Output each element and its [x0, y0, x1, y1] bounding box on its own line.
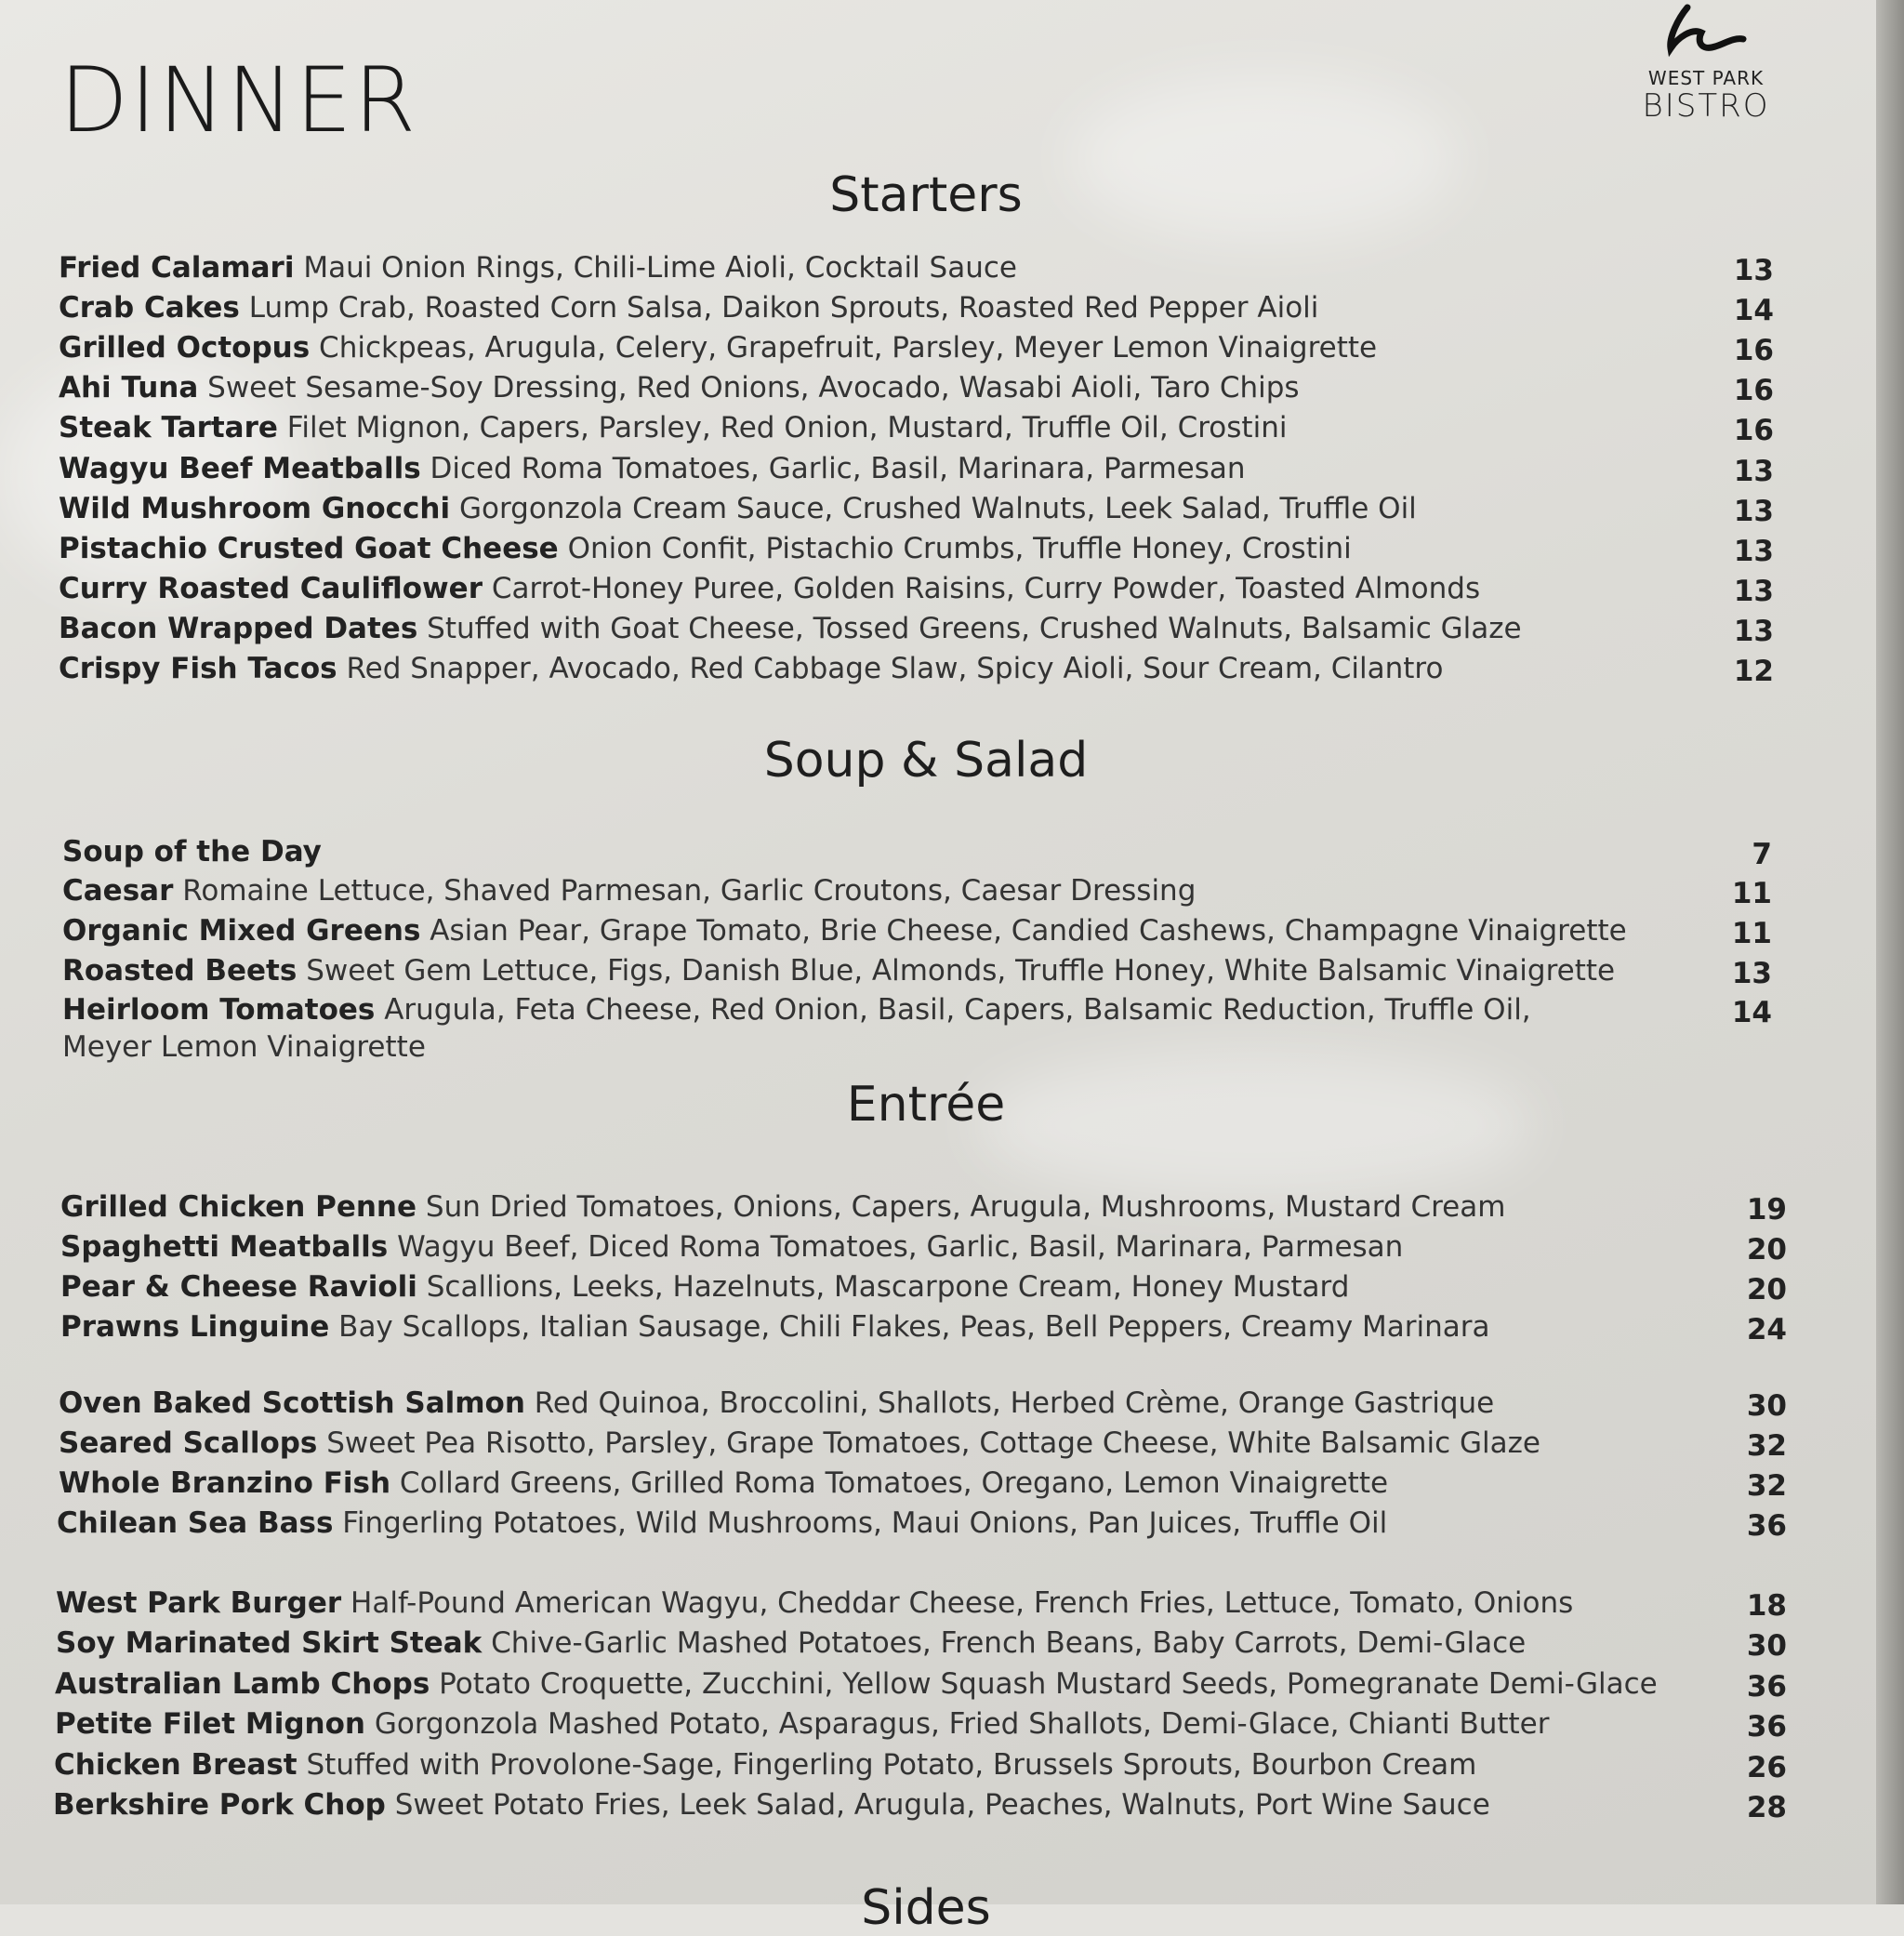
menu-item-price: 14 [1731, 996, 1772, 1029]
menu-item-name: Crab Cakes [59, 291, 240, 325]
menu-item-description: Sweet Pea Risotto, Parsley, Grape Tomatoes, Cottage Cheese, White Balsamic Glaze [326, 1426, 1540, 1460]
menu-item-price: 36 [1746, 1670, 1787, 1704]
paper-edge [1876, 0, 1904, 1904]
menu-item-name: Spaghetti Meatballs [60, 1230, 389, 1264]
menu-item-description: Half-Pound American Wagyu, Cheddar Cheese, French Fries, Lettuce, Tomato, Onions [350, 1586, 1574, 1620]
menu-item-description: Carrot-Honey Puree, Golden Raisins, Curry Powder, Toasted Almonds [491, 572, 1481, 605]
menu-item-description: Potato Croquette, Zucchini, Yellow Squash Mustard Seeds, Pomegranate Demi-Glace [439, 1667, 1658, 1701]
menu-item-name: Australian Lamb Chops [55, 1667, 430, 1701]
menu-item-description: Sun Dried Tomatoes, Onions, Capers, Arugula, Mushrooms, Mustard Cream [425, 1190, 1506, 1224]
menu-item-name: Roasted Beets [62, 954, 298, 988]
menu-item [54, 1746, 1476, 1784]
section-heading-sides: Sides [861, 1880, 991, 1936]
menu-item-description: Filet Mignon, Capers, Parsley, Red Onion, Mustard, Truffle Oil, Crostini [286, 411, 1288, 444]
menu-item-name: Seared Scallops [59, 1426, 318, 1460]
menu-item-description: Stuffed with Provolone-Sage, Fingerling Potato, Brussels Sprouts, Bourbon Cream [306, 1748, 1477, 1782]
menu-item-price: 30 [1746, 1629, 1787, 1663]
menu-item-name: Petite Filet Mignon [55, 1707, 365, 1741]
menu-item-name: Wagyu Beef Meatballs [59, 452, 421, 485]
menu-item [62, 952, 1615, 989]
menu-item [55, 1665, 1658, 1703]
menu-item-name: Pistachio Crusted Goat Cheese [59, 532, 559, 565]
section-heading: Soup & Salad [763, 733, 1089, 789]
menu-item [59, 450, 1246, 487]
menu-item [59, 650, 1443, 687]
menu-item-name: Chicken Breast [54, 1748, 298, 1782]
restaurant-logo [1622, 0, 1790, 139]
menu-item-description: Collard Greens, Grilled Roma Tomatoes, Oregano, Lemon Vinaigrette [399, 1466, 1389, 1500]
menu-item-price: 16 [1733, 374, 1774, 407]
menu-item-name: Organic Mixed Greens [62, 914, 421, 948]
section-heading: Starters [829, 167, 1023, 223]
menu-item-name: Crispy Fish Tacos [59, 652, 337, 685]
menu-item-name: Whole Branzino Fish [59, 1466, 391, 1500]
menu-item [55, 1705, 1550, 1743]
menu-item-price: 30 [1746, 1389, 1787, 1423]
menu-item-price: 18 [1746, 1589, 1787, 1623]
menu-item [59, 530, 1352, 567]
menu-item-price: 28 [1746, 1791, 1787, 1824]
menu-item-description: Sweet Potato Fries, Leek Salad, Arugula, Peaches, Walnuts, Port Wine Sauce [394, 1788, 1490, 1822]
menu-item-name: Soy Marinated Skirt Steak [56, 1626, 483, 1660]
menu-item-price: 7 [1752, 838, 1772, 871]
menu-item-description: Lump Crab, Roasted Corn Salsa, Daikon Sprouts, Roasted Red Pepper Aioli [248, 291, 1319, 325]
menu-item-description: Red Snapper, Avocado, Red Cabbage Slaw, Spicy Aioli, Sour Cream, Cilantro [346, 652, 1444, 685]
menu-item-price: 20 [1746, 1273, 1787, 1306]
menu-item [59, 249, 1017, 286]
menu-item [56, 1585, 1573, 1622]
menu-item [59, 490, 1417, 527]
menu-item-price: 13 [1733, 575, 1774, 608]
menu-item [62, 912, 1627, 949]
menu-item-price: 13 [1733, 254, 1774, 287]
menu-item-description: Stuffed with Goat Cheese, Tossed Greens, Crushed Walnuts, Balsamic Glaze [427, 612, 1522, 645]
menu-item-price: 13 [1733, 455, 1774, 488]
menu-item [59, 1385, 1494, 1422]
menu-item-price: 16 [1733, 414, 1774, 447]
menu-item-description: Chive-Garlic Mashed Potatoes, French Beans, Baby Carrots, Demi-Glace [491, 1626, 1527, 1660]
menu-item-price: 32 [1746, 1469, 1787, 1503]
menu-item-description: Gorgonzola Mashed Potato, Asparagus, Fried Shallots, Demi-Glace, Chianti Butter [374, 1707, 1550, 1741]
menu-item-price: 16 [1733, 334, 1774, 367]
menu-item-price: 11 [1731, 917, 1772, 950]
menu-item-description: Fingerling Potatoes, Wild Mushrooms, Maui Onions, Pan Juices, Truffle Oil [342, 1506, 1388, 1540]
menu-item [62, 872, 1196, 909]
menu-item-description-continued: Meyer Lemon Vinaigrette [62, 1030, 426, 1064]
menu-item [59, 329, 1377, 366]
menu-item-price: 13 [1733, 535, 1774, 568]
menu-item-name: Ahi Tuna [59, 371, 199, 404]
menu-item-description: Maui Onion Rings, Chili-Lime Aioli, Cocktail Sauce [303, 251, 1017, 285]
menu-item-price: 20 [1746, 1233, 1787, 1266]
menu-item [60, 1228, 1403, 1266]
menu-item-price: 36 [1746, 1509, 1787, 1543]
menu-item-description: Bay Scallops, Italian Sausage, Chili Flakes, Peas, Bell Peppers, Creamy Marinara [338, 1310, 1490, 1344]
menu-item-name: Prawns Linguine [60, 1310, 330, 1344]
section-heading: Entrée [846, 1077, 1006, 1133]
menu-item-name: Oven Baked Scottish Salmon [59, 1386, 525, 1420]
logo-mark-icon [1650, 0, 1762, 65]
logo-text-top: WEST PARK [1647, 67, 1765, 89]
menu-item-price: 36 [1746, 1710, 1787, 1744]
menu-item-name: Chilean Sea Bass [57, 1506, 334, 1540]
menu-item [57, 1505, 1387, 1542]
menu-item-description: Chickpeas, Arugula, Celery, Grapefruit, Parsley, Meyer Lemon Vinaigrette [319, 331, 1378, 365]
menu-item [60, 1268, 1349, 1306]
menu-item [59, 1465, 1388, 1502]
logo-text-bottom: BISTRO [1642, 87, 1770, 125]
menu-item [62, 991, 1531, 1028]
menu-item-name: Fried Calamari [59, 251, 295, 285]
menu-item-name: Berkshire Pork Chop [53, 1788, 386, 1822]
menu-item [59, 369, 1300, 406]
menu-item-price: 26 [1746, 1751, 1787, 1784]
menu-item-price: 13 [1733, 495, 1774, 528]
menu-item [59, 409, 1287, 446]
menu-item [59, 570, 1480, 607]
menu-item-price: 14 [1733, 294, 1774, 327]
menu-item-name: Curry Roasted Cauliflower [59, 572, 483, 605]
menu-item-name: Pear & Cheese Ravioli [60, 1270, 417, 1304]
menu-item [56, 1624, 1526, 1662]
menu-item-name: Steak Tartare [59, 411, 278, 444]
menu-item [59, 289, 1318, 326]
menu-item-name: West Park Burger [56, 1586, 342, 1620]
menu-item-description: Sweet Sesame-Soy Dressing, Red Onions, Avocado, Wasabi Aioli, Taro Chips [207, 371, 1300, 404]
menu-item-name: Grilled Chicken Penne [60, 1190, 417, 1224]
menu-item [60, 1188, 1505, 1226]
menu-item [62, 833, 322, 870]
menu-item-description: Diced Roma Tomatoes, Garlic, Basil, Marinara, Parmesan [430, 452, 1246, 485]
menu-item [59, 610, 1522, 647]
menu-item [53, 1786, 1490, 1823]
page-title: DINNER [60, 48, 418, 152]
menu-item-name: Wild Mushroom Gnocchi [59, 492, 451, 525]
menu-item-description: Arugula, Feta Cheese, Red Onion, Basil, Capers, Balsamic Reduction, Truffle Oil, [384, 993, 1531, 1027]
menu-item-description: Scallions, Leeks, Hazelnuts, Mascarpone Cream, Honey Mustard [426, 1270, 1350, 1304]
menu-item-name: Heirloom Tomatoes [62, 993, 376, 1027]
menu-item-description: Red Quinoa, Broccolini, Shallots, Herbed Crème, Orange Gastrique [534, 1386, 1495, 1420]
menu-item-description: Onion Confit, Pistachio Crumbs, Truffle Honey, Crostini [567, 532, 1352, 565]
menu-item-name: Caesar [62, 874, 174, 908]
menu-item-name: Bacon Wrapped Dates [59, 612, 418, 645]
menu-item-description: Romaine Lettuce, Shaved Parmesan, Garlic Croutons, Caesar Dressing [182, 874, 1197, 908]
menu-item-description: Gorgonzola Cream Sauce, Crushed Walnuts, Leek Salad, Truffle Oil [458, 492, 1417, 525]
menu-item-price: 12 [1733, 655, 1774, 688]
menu-item-price: 13 [1733, 615, 1774, 648]
menu-item-description: Wagyu Beef, Diced Roma Tomatoes, Garlic, Basil, Marinara, Parmesan [397, 1230, 1404, 1264]
menu-item-price: 13 [1731, 957, 1772, 990]
menu-item-name: Soup of the Day [62, 835, 322, 869]
menu-item-price: 11 [1731, 877, 1772, 910]
menu-item [59, 1425, 1540, 1462]
menu-item-description: Asian Pear, Grape Tomato, Brie Cheese, Candied Cashews, Champagne Vinaigrette [430, 914, 1627, 948]
menu-item-description: Sweet Gem Lettuce, Figs, Danish Blue, Almonds, Truffle Honey, White Balsamic Vinaigrette [306, 954, 1616, 988]
menu-item-price: 32 [1746, 1429, 1787, 1463]
menu-item-name: Grilled Octopus [59, 331, 311, 365]
menu-item-price: 19 [1746, 1193, 1787, 1227]
menu-item-price: 24 [1746, 1313, 1787, 1346]
menu-item [60, 1308, 1490, 1346]
